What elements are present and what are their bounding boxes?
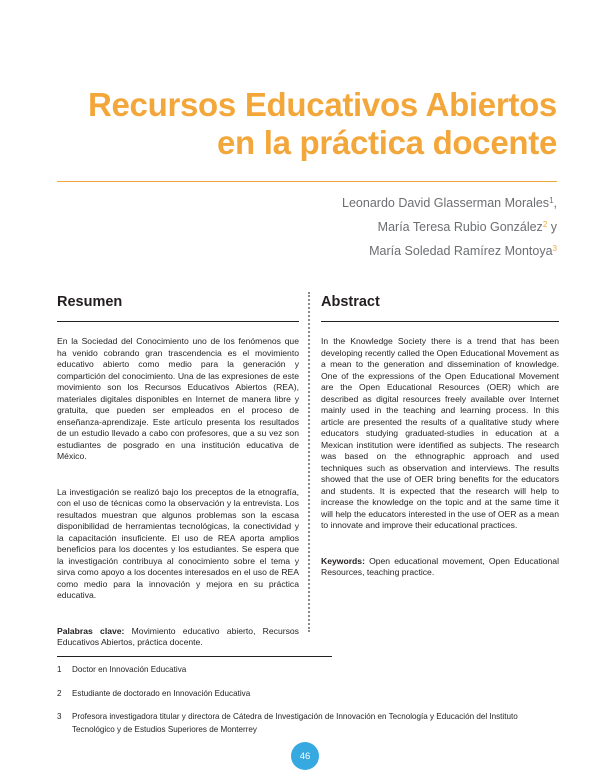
abstract-paragraph: In the Knowledge Society there is a trend that has been developing recently called the Open Educational Movement as a mean to the generation and dissemination of knowledge. One of the expressions of the Open Educational Movement are the Open Educational Resources (OER) which are described as digital resources freely available over Internet mainly used in the teaching and learning process. In this article are presented the results of a qualitative study where educators studying graduated-studies in education at a Mexican institution were identified as subjects. The research was based on the ethnographic approach and used techniques such as observation and interviews. The results showed that the use of OER bring benefits for the educators and students. It is expected that the research will help to increase the knowledge on the topic and at the same time it will help the educators interested in the use of OER as a mean to innovate and improve their educational practices. [321, 336, 559, 530]
resumen-heading: Resumen [57, 294, 123, 310]
title-line-1: Recursos Educativos Abiertos [87, 86, 557, 123]
footnote-divider [57, 656, 332, 657]
page-number: 46 [291, 742, 319, 770]
resumen-paragraph-2: La investigación se realizó bajo los preceptos de la etnografía, con el uso de técnicas como la observación y la entrevista. Los resultados muestran que algunos problemas son la escasa disponibilidad de herramientas tecnológicas, la conectividad y la capacitación insuficiente. El uso de REA aporta amplios beneficios para los docentes y los estudiantes. Se espera que la investigación contribuya al conocimiento sobre el tema y sirva como apoyo a los docentes interesados en el uso de REA como medio para la innovación y mejora en su práctica educativa. [57, 486, 299, 600]
author-1: Leonardo David Glasserman Morales$^1$, [342, 196, 557, 210]
keywords-label: Keywords: [321, 555, 365, 566]
author-list [137, 190, 557, 262]
author-2: María Teresa Rubio González$^2$ y [377, 220, 557, 234]
abstract-section [321, 292, 559, 579]
title-line-2: en la práctica docente [216, 124, 557, 161]
resumen-paragraph-1: En la Sociedad del Conocimiento uno de los fenómenos que ha venido cobrando gran trascendencia es el movimiento educativo abierto como medio para la generación y compartición del conocimiento. Una de las expresiones de este movimiento son los Recursos Educativos Abiertos (REA), materiales digitales disponibles en Internet de manera libre y gratuita, que pueden ser empleados en el proceso de enseñanza-aprendizaje. Este artículo presenta los resultados de un estudio llevado a cabo con profesores, que a su vez son estudiantes de posgrado en una institución educativa de México. [57, 336, 299, 461]
abstract-keywords [321, 556, 559, 579]
column-divider [308, 292, 310, 632]
footnotes [57, 664, 557, 736]
article-title [77, 86, 557, 162]
footnote-3: 3 Profesora investigadora titular y directora de Cátedra de Investigación de Innovación en Tecnología y Educación del Instituto Tecnológico y de Estudios Superiores de Monterrey [57, 712, 518, 734]
resumen-section [57, 292, 299, 649]
abstract-heading-rule [321, 321, 559, 322]
footnote-1: 1 Doctor en Innovación Educativa [57, 665, 187, 674]
abstract-heading: Abstract [321, 294, 380, 310]
title-divider [57, 181, 557, 182]
keywords-text: Movimiento educativo abierto, Recursos Educativos Abiertos, práctica docente. [57, 625, 299, 647]
resumen-keywords [57, 626, 299, 649]
footnote-2: 2 Estudiante de doctorado en Innovación Educativa [57, 688, 251, 698]
keywords-text: Open educational movement, Open Educational Resources, teaching practice. [321, 555, 559, 577]
author-3: María Soledad Ramírez Montoya$^3$ [369, 244, 557, 258]
keywords-label: Palabras clave: [57, 625, 125, 636]
resumen-heading-rule [57, 321, 299, 322]
